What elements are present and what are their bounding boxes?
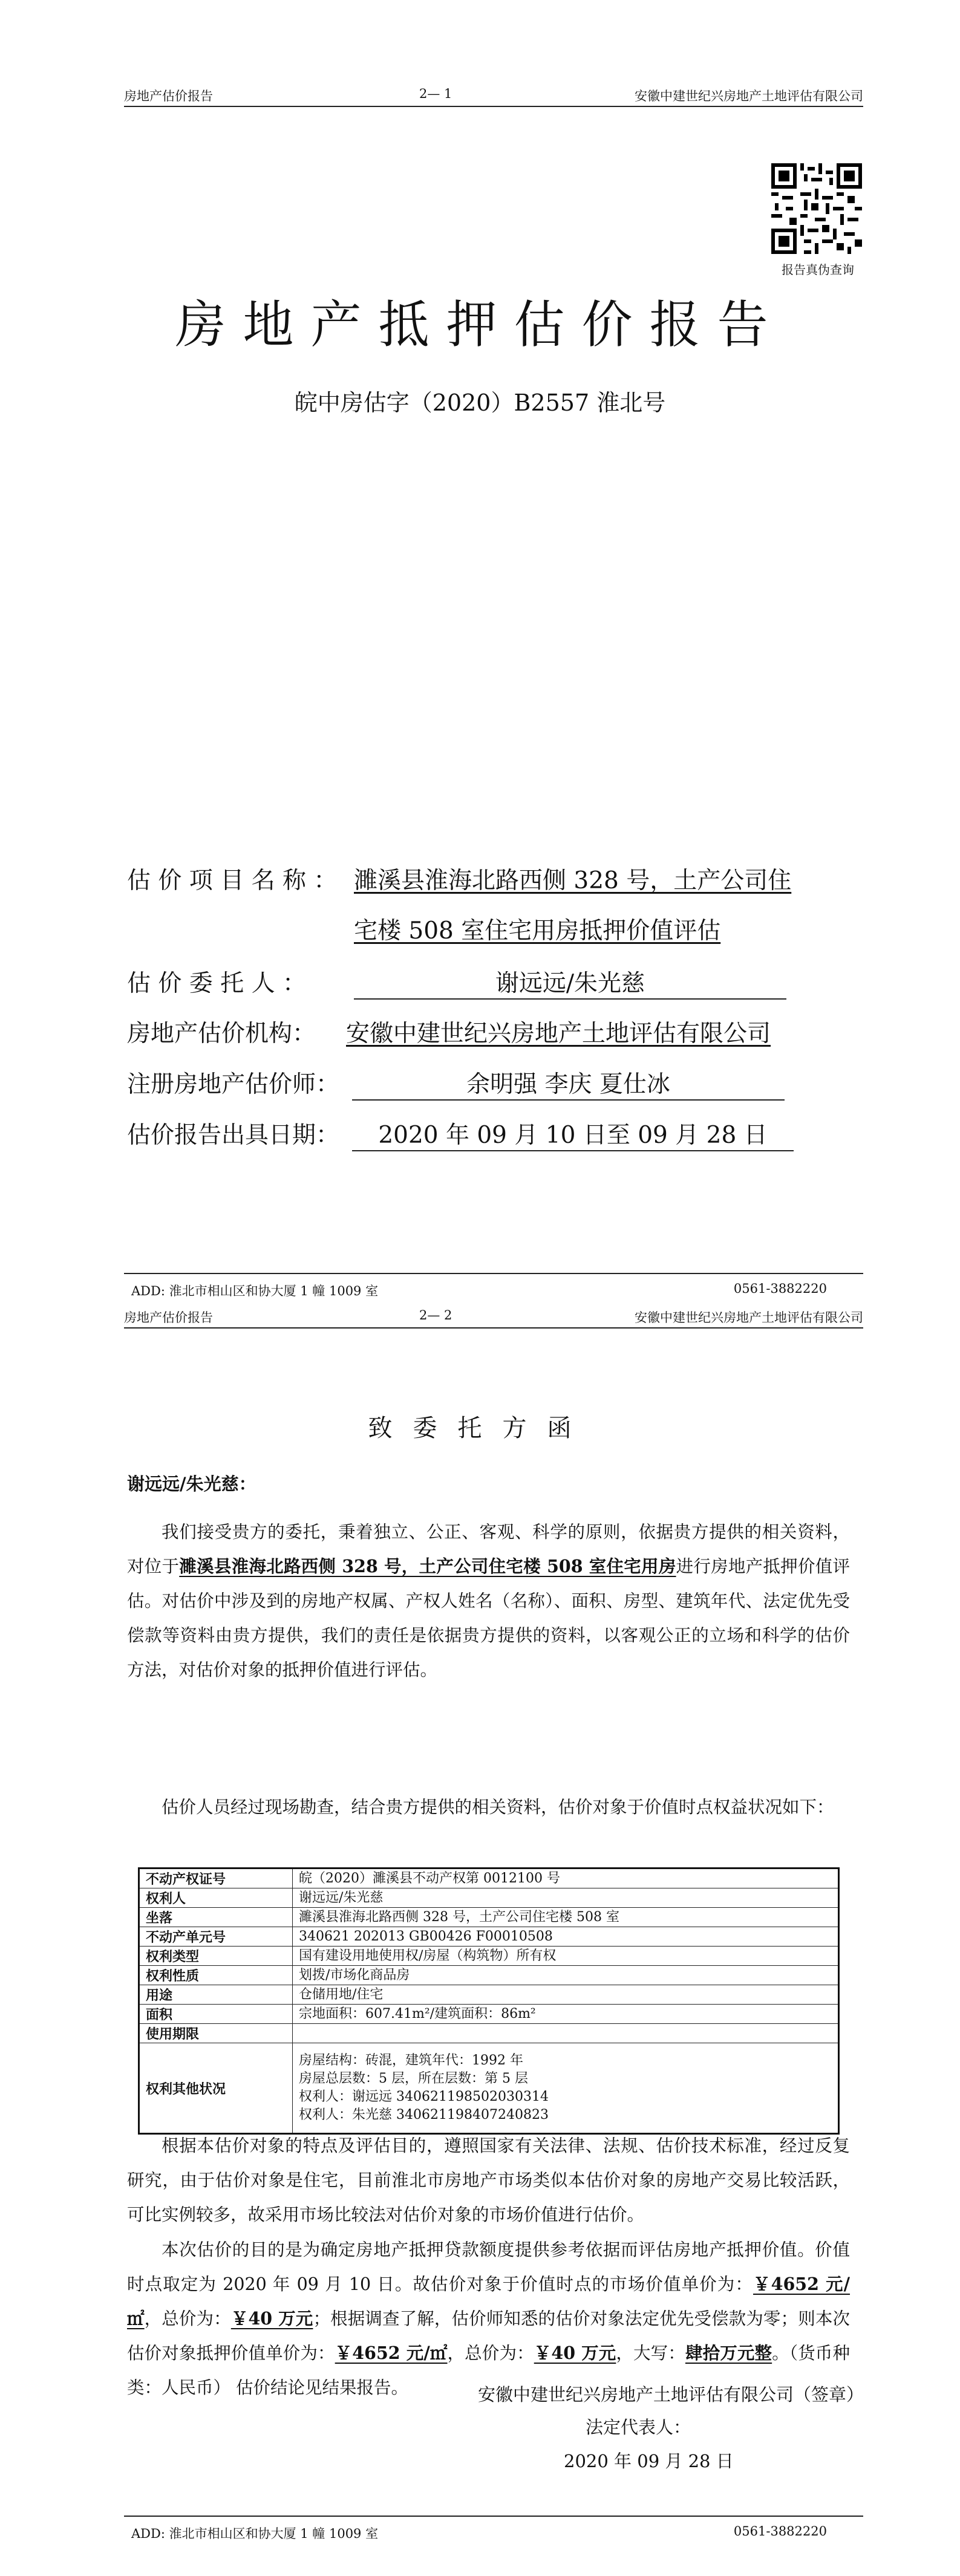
header-page-number: 2— 1 (419, 86, 452, 101)
mortgage-unit-price: ￥4652 元/㎡ (335, 2343, 448, 2363)
table-row: 面积 宗地面积：607.41m²/建筑面积：86m² (139, 2005, 839, 2024)
mortgage-total-price: ￥40 万元 (534, 2343, 616, 2363)
table-row: 权利人 谢远远/朱光慈 (139, 1888, 839, 1908)
other-status-cell: 房屋结构：砖混，建筑年代：1992 年 房屋总层数：5 层，所在层数：第 5 层 权利人：谢远远 340621198502030314 权利人：朱光慈 340621198407240823 (293, 2043, 839, 2134)
amount-in-words: 肆拾万元整 (685, 2343, 772, 2363)
footer-phone: 0561-3882220 (733, 2524, 827, 2539)
salutation: 谢远远/朱光慈： (127, 1474, 256, 1494)
property-address: 濉溪县淮海北路西侧 328 号，土产公司住宅楼 508 室住宅用房 (179, 1556, 676, 1576)
page-header (124, 82, 863, 107)
header-left: 房地产估价报告 (124, 89, 213, 103)
table-row: 用途 仓储用地/住宅 (139, 1985, 839, 2005)
header-company: 安徽中建世纪兴房地产土地评估有限公司 (635, 89, 863, 103)
field-label: 估 价 委 托 人 ： (127, 970, 306, 997)
qr-code-icon (771, 163, 862, 254)
field-label: 估 价 项 目 名 称 ： (127, 867, 338, 894)
field-value: 余明强 李庆 夏仕冰 (352, 1065, 785, 1101)
paragraph-survey: 估价人员经过现场勘查，结合贵方提供的相关资料，估价对象于价值时点权益状况如下： (162, 1797, 834, 1817)
signature-date: 2020 年 09 月 28 日 (564, 2451, 734, 2471)
total-price: ￥40 万元 (230, 2308, 313, 2329)
footer-phone: 0561-3882220 (733, 1281, 827, 1296)
header-page-number: 2— 2 (419, 1308, 452, 1322)
table-row: 不动产权证号 皖（2020）濉溪县不动产权第 0012100 号 (139, 1869, 839, 1888)
table-row: 权利其他状况 房屋结构：砖混，建筑年代：1992 年 房屋总层数：5 层，所在层数：第 5 层 权利人：谢远远 340621198502030314 权利人：朱光慈 340621198407240823 (139, 2043, 839, 2134)
table-row: 不动产单元号 340621 202013 GB00426 F00010508 (139, 1927, 839, 1947)
signature-company: 安徽中建世纪兴房地产土地评估有限公司（签章） (478, 2384, 864, 2405)
signature-representative: 法定代表人： (586, 2417, 691, 2438)
field-value: 2020 年 09 月 10 日至 09 月 28 日 (352, 1116, 794, 1151)
letter-title: 致委托方函 (368, 1414, 592, 1442)
paragraph-conclusion: 本次估价的目的是为确定房地产抵押贷款额度提供参考依据而评估房地产抵押价值。价值时点取定为 2020 年 09 月 10 日。故估价对象于价值时点的市场价值单价为：￥4652 元/㎡，总价为：￥40 万元；根据调查了解，估价师知悉的估价对象法定优先受偿款为零；则本次估价对象抵押价值单价为：￥4652 元/㎡，总价为：￥40 万元，大写：肆拾万元整。（货币种类：人民币） 估价结论见结果报告。 (127, 2240, 851, 2398)
page-header (124, 1303, 863, 1329)
report-title: 房地产抵押估价报告 (175, 295, 785, 354)
qr-caption: 报告真伪查询 (782, 262, 854, 277)
report-number: 皖中房估字（2020）B2557 淮北号 (294, 389, 666, 416)
field-value: 谢远远/朱光慈 (354, 964, 786, 1000)
paragraph-engagement: 我们接受贵方的委托，秉着独立、公正、客观、科学的原则，依据贵方提供的相关资料，对位于濉溪县淮海北路西侧 328 号，土产公司住宅楼 508 室住宅用房进行房地产抵押价值评估。对估价中涉及到的房地产权属、产权人姓名（名称）、面积、房型、建筑年代、法定优先受偿款等资料由贵方提供，我们的责任是依据贵方提供的资料，以客观公正的立场和科学的估价方法，对估价对象的抵押价值进行评估。 (127, 1522, 850, 1680)
field-value: 宅楼 508 室住宅用房抵押价值评估 (354, 917, 721, 945)
page-footer (124, 1273, 863, 1298)
field-label: 房地产估价机构： (127, 1020, 316, 1047)
footer-address: ADD: 淮北市相山区和协大厦 1 幢 1009 室 (131, 1284, 379, 1298)
paragraph-method: 根据本估价对象的特点及评估目的，遵照国家有关法律、法规、估价技术标准，经过反复研究，由于估价对象是住宅，目前淮北市房地产市场类似本估价对象的房地产交易比较活跃，可比实例较多，故采用市场比较法对估价对象的市场价值进行估价。 (127, 2136, 850, 2225)
field-value: 濉溪县淮海北路西侧 328 号，土产公司住 (354, 867, 792, 894)
table-row: 使用期限 (139, 2024, 839, 2043)
footer-address: ADD: 淮北市相山区和协大厦 1 幢 1009 室 (131, 2526, 379, 2541)
property-rights-table (138, 1867, 840, 2135)
header-left: 房地产估价报告 (124, 1310, 213, 1325)
header-company: 安徽中建世纪兴房地产土地评估有限公司 (635, 1310, 863, 1325)
unit-price: ￥4652 元/㎡ (127, 2274, 851, 2329)
table-row: 坐落 濉溪县淮海北路西侧 328 号，土产公司住宅楼 508 室 (139, 1908, 839, 1927)
table-row: 权利类型 国有建设用地使用权/房屋（构筑物）所有权 (139, 1947, 839, 1966)
table-row: 权利性质 划拨/市场化商品房 (139, 1966, 839, 1985)
field-label: 注册房地产估价师： (127, 1071, 340, 1098)
page-footer (124, 2516, 863, 2541)
field-label: 估价报告出具日期： (127, 1122, 340, 1149)
field-value: 安徽中建世纪兴房地产土地评估有限公司 (346, 1020, 771, 1047)
